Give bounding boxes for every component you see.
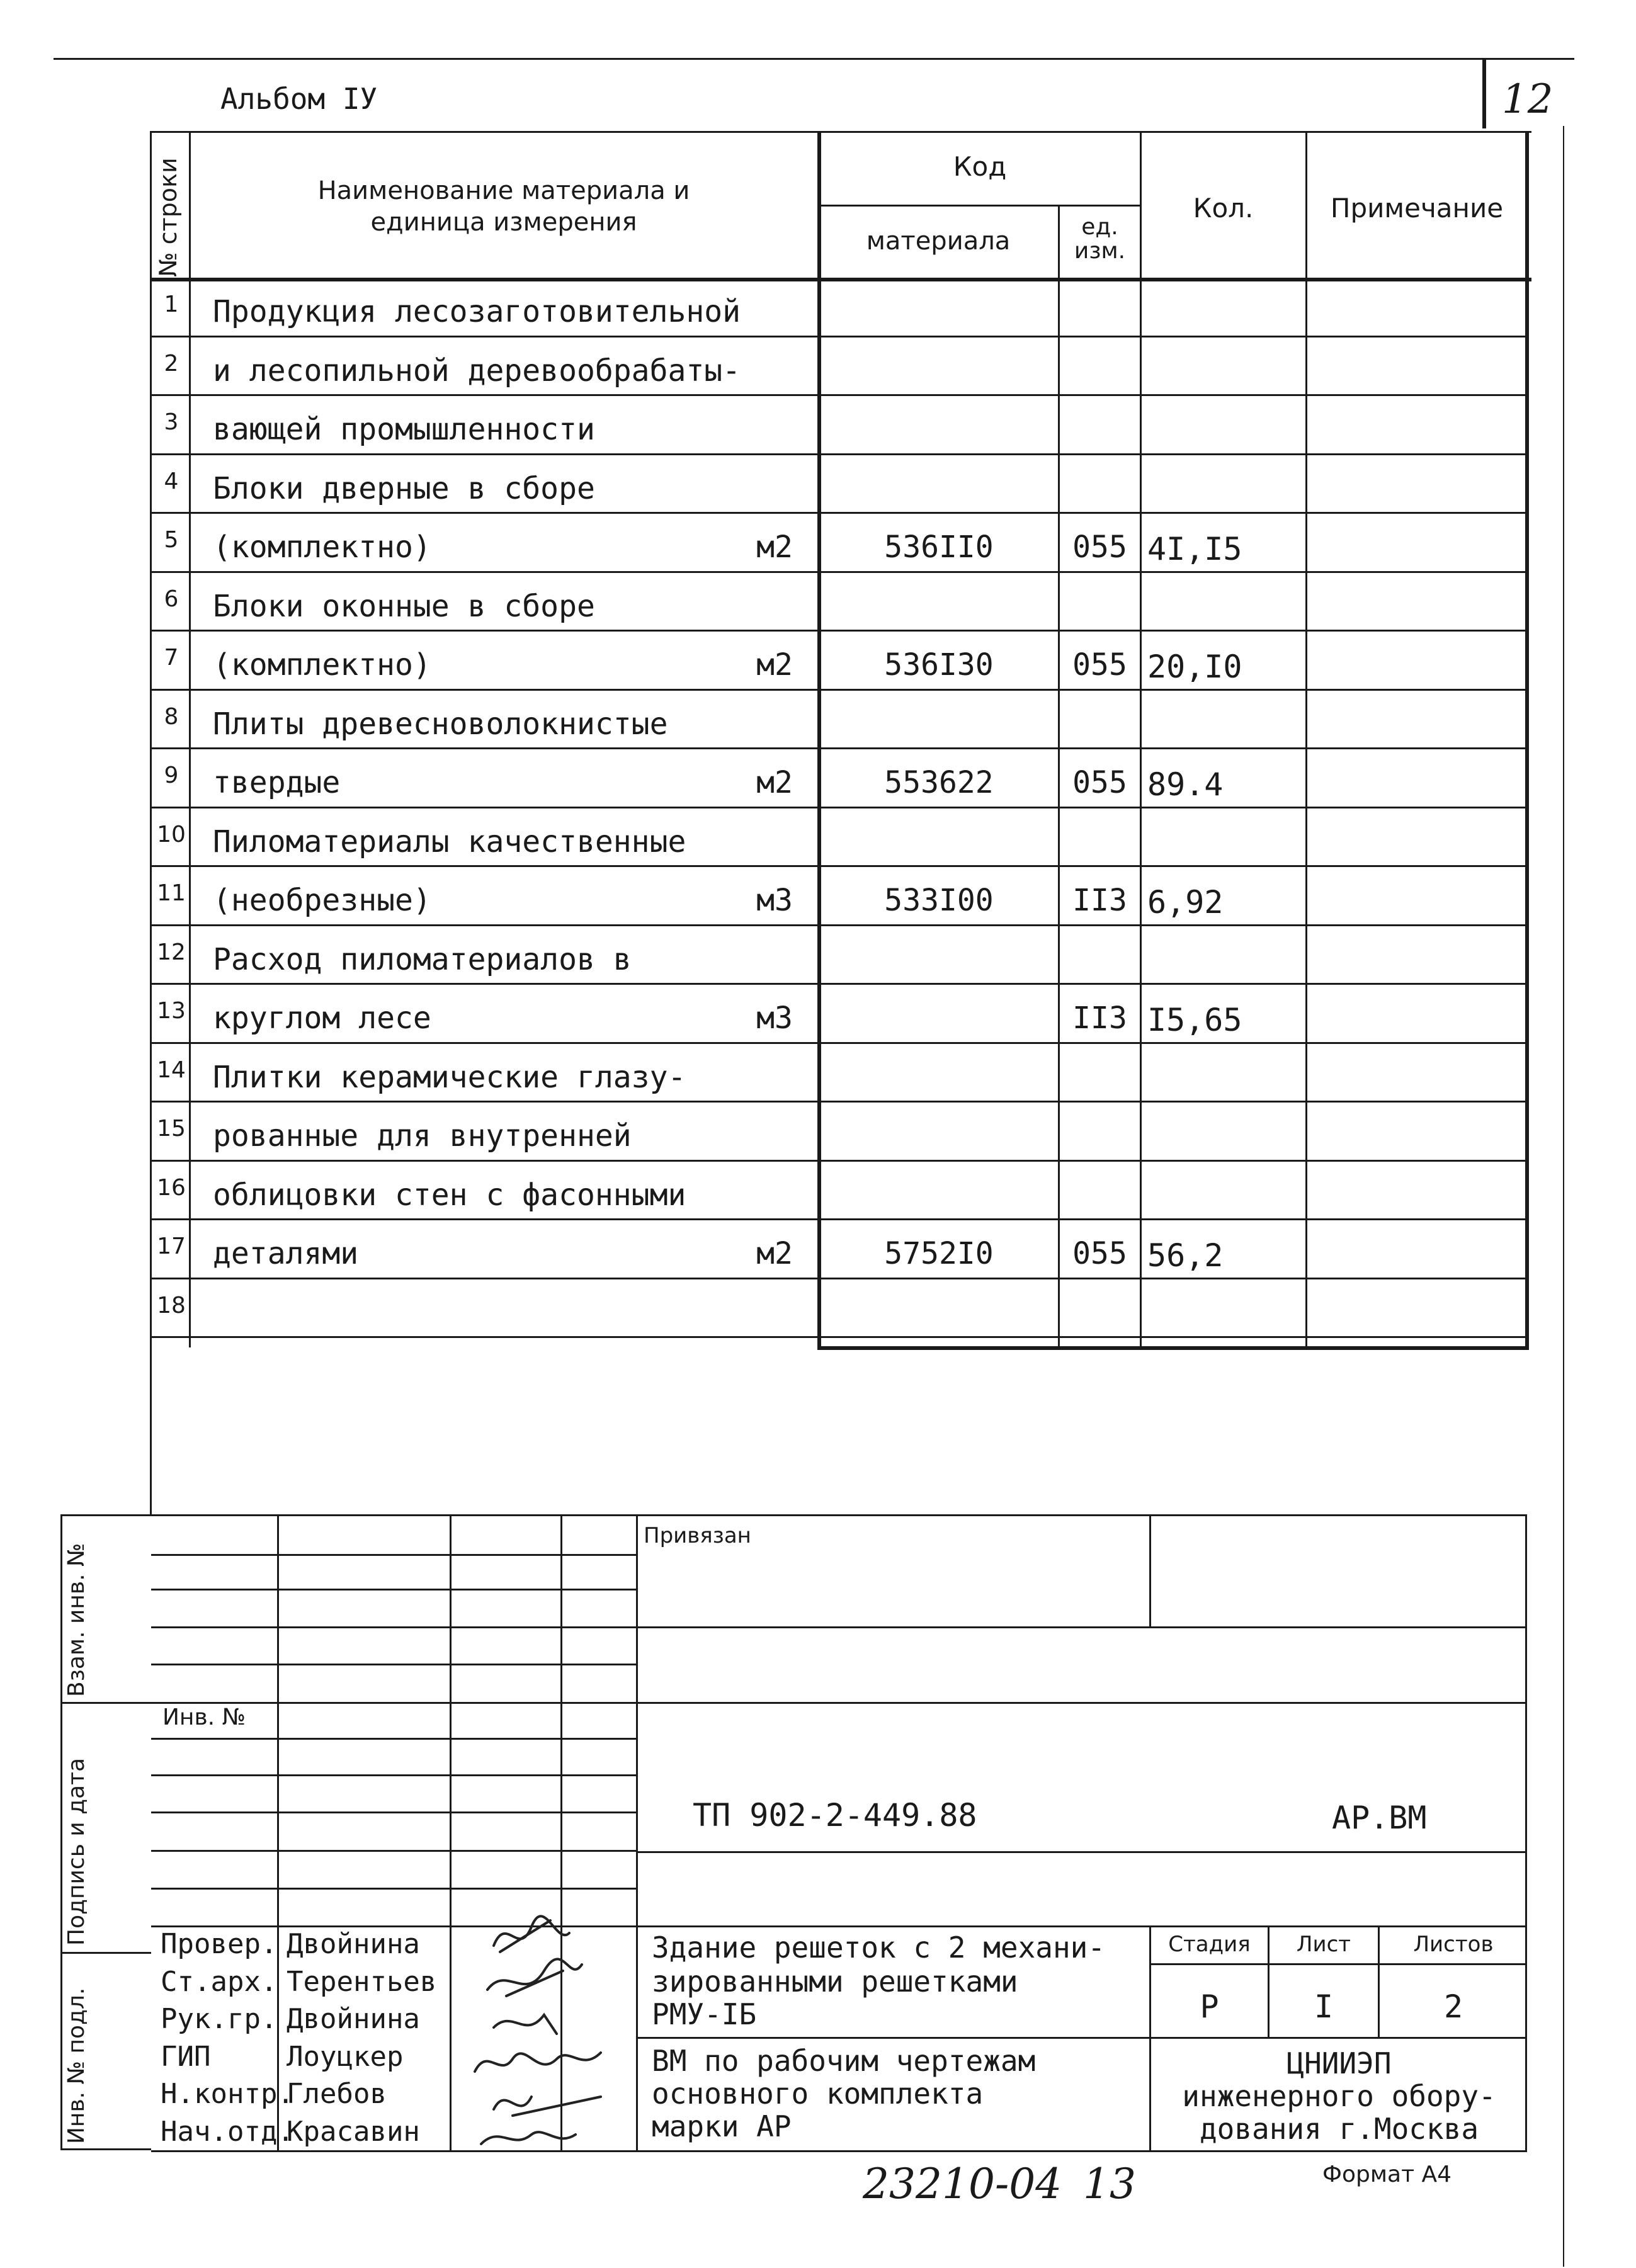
row-number: 6 [164, 586, 179, 612]
sheets-value: 2 [1443, 1988, 1463, 2025]
row-number: 2 [164, 350, 179, 377]
quantity: 89.4 [1147, 766, 1224, 803]
material-unit: м2 [756, 647, 793, 683]
material-name: (комплектно) [213, 530, 431, 565]
row-number: 10 [157, 821, 186, 848]
table-row [151, 1043, 1527, 1103]
org-line-2: инженерного обору- [1182, 2079, 1496, 2113]
inv-no-label: Инв. № [162, 1704, 246, 1730]
signatures-svg [450, 1908, 639, 2153]
table-row [151, 455, 1527, 514]
doc-code: ТП 902-2-449.88 [693, 1797, 977, 1834]
title-line-2: зированными решетками [652, 1965, 1018, 1999]
signer-name: Терентьев [287, 1965, 437, 1998]
signer-role: ГИП [161, 2040, 211, 2073]
title-line-1: Здание решеток с 2 механи- [652, 1931, 1106, 1965]
material-code: 533I00 [884, 883, 994, 918]
row-number: 11 [157, 880, 186, 906]
row-number: 14 [157, 1057, 186, 1083]
desc-line-3: марки АР [652, 2109, 792, 2143]
signature-mark [494, 2097, 601, 2116]
desc-line-2: основного комплекта [652, 2077, 984, 2111]
table-row [151, 690, 1527, 749]
table-row [151, 808, 1527, 867]
row-number: 7 [164, 645, 179, 671]
material-name: круглом лесе [213, 1001, 431, 1036]
material-name: Пиломатериалы качественные [213, 824, 686, 859]
material-name: Плиты древесноволокнистые [213, 706, 668, 742]
table-row [151, 1279, 1527, 1338]
signer-name: Лоуцкер [287, 2040, 404, 2073]
doc-mark: АР.ВМ [1332, 1800, 1427, 1836]
material-unit: м3 [756, 1001, 793, 1036]
material-name: деталями [213, 1236, 359, 1271]
stage-label: Стадия [1168, 1932, 1251, 1957]
signature-mark [487, 1959, 582, 1996]
signer-role: Нач.отд. [161, 2115, 294, 2148]
table-row [151, 749, 1527, 808]
material-unit: м2 [756, 530, 793, 565]
signer-name: Глебов [287, 2078, 387, 2110]
unit-code: 055 [1072, 765, 1127, 800]
signer-role: Рук.гр. [161, 2003, 278, 2035]
table-row [151, 572, 1527, 632]
material-name: Блоки оконные в сборе [213, 588, 595, 624]
note-header: Примечание [1330, 193, 1504, 224]
name-header: Наименование материала и единица измерения [317, 176, 690, 237]
row-number: 13 [157, 998, 186, 1024]
unit-code: 055 [1072, 1236, 1127, 1271]
material-name: облицовки стен с фасонными [213, 1177, 686, 1213]
album-label: Альбом IУ [220, 82, 378, 116]
material-code: 536II0 [884, 530, 994, 565]
material-unit: м2 [756, 765, 793, 800]
code-material-header: материала [866, 227, 1011, 256]
signer-name: Красавин [287, 2115, 420, 2148]
material-name: Плитки керамические глазу- [213, 1059, 686, 1095]
signer-role: Н.контр. [161, 2078, 294, 2110]
quantity: 20,I0 [1147, 649, 1242, 685]
table-row [151, 631, 1527, 690]
signer-name: Двойнина [287, 1928, 420, 1960]
qty-header: Кол. [1193, 193, 1254, 224]
signer-role: Ст.арх. [161, 1965, 278, 1998]
title-line-3: РМУ-IБ [652, 1997, 757, 2031]
quantity: I5,65 [1147, 1002, 1242, 1038]
material-code: 536I30 [884, 647, 994, 683]
signature-mark [494, 2015, 557, 2034]
table-row [151, 395, 1527, 455]
org-line-1: ЦНИИЭП [1287, 2046, 1392, 2080]
material-unit: м3 [756, 883, 793, 918]
quantity: 4I,I5 [1147, 531, 1242, 567]
stage-value: Р [1200, 1988, 1219, 2025]
signer-name: Двойнина [287, 2003, 420, 2035]
privyazan-label: Привязан [644, 1523, 751, 1548]
sheets-label: Листов [1413, 1932, 1494, 1957]
sheet-number: 12 [1502, 76, 1554, 123]
row-number: 1 [164, 292, 179, 317]
material-name: (комплектно) [213, 647, 431, 683]
row-number: 9 [164, 763, 179, 788]
signature-mark [475, 2053, 601, 2072]
material-name: твердые [213, 765, 341, 800]
quantity: 6,92 [1147, 884, 1224, 921]
table-row [151, 337, 1527, 396]
row-number: 17 [157, 1233, 186, 1259]
vzam-inv-label: Взам. инв. № [64, 1543, 89, 1697]
page-number: 13 [1083, 2160, 1136, 2208]
table-row [151, 926, 1527, 985]
table-row [151, 984, 1527, 1043]
quantity: 56,2 [1147, 1237, 1224, 1274]
material-name: вающей промышленности [213, 412, 595, 447]
table-row [151, 1161, 1527, 1220]
table-row [151, 1220, 1527, 1279]
podpis-data-label: Подпись и дата [64, 1757, 89, 1946]
signature-mark [494, 1916, 569, 1952]
material-code: 5752I0 [884, 1236, 994, 1271]
row-number: 15 [157, 1116, 186, 1142]
code-header: Код [953, 151, 1007, 182]
unit-code: 055 [1072, 647, 1127, 683]
row-number: 18 [157, 1292, 186, 1318]
table-row [151, 1102, 1527, 1161]
code-unit-header: ед. изм. [1074, 214, 1126, 264]
table-row [151, 513, 1527, 572]
material-code: 553622 [884, 765, 994, 800]
format-label: Формат А4 [1322, 2162, 1452, 2187]
signature-mark [481, 2132, 576, 2144]
material-name: Блоки дверные в сборе [213, 470, 595, 506]
material-name: (необрезные) [213, 883, 431, 918]
unit-code: II3 [1072, 1001, 1127, 1036]
table-row [151, 866, 1527, 926]
signer-role: Провер. [161, 1928, 278, 1960]
inv-podl-label: Инв. № подл. [64, 1987, 89, 2144]
material-name: рованные для внутренней [213, 1118, 632, 1154]
material-name: и лесопильной деревообрабаты- [213, 353, 741, 388]
row-number: 8 [164, 703, 179, 730]
unit-code: 055 [1072, 530, 1127, 565]
material-unit: м2 [756, 1236, 793, 1271]
archive-number: 23210-04 [863, 2160, 1062, 2208]
row-number: 12 [157, 939, 186, 965]
material-name: Расход пиломатериалов в [213, 941, 632, 977]
row-number: 16 [157, 1174, 186, 1201]
material-name: Продукция лесозаготовительной [213, 294, 741, 329]
row-number: 4 [164, 468, 179, 494]
row-number: 3 [164, 409, 179, 435]
row-number: 5 [164, 527, 179, 553]
table-row [151, 278, 1527, 337]
unit-code: II3 [1072, 883, 1127, 918]
rownum-header: № строки [154, 157, 182, 277]
desc-line-1: ВМ по рабочим чертежам [652, 2044, 1036, 2078]
sheet-value: I [1314, 1988, 1334, 2025]
org-line-3: дования г.Москва [1199, 2112, 1479, 2146]
sheet-label: Лист [1296, 1932, 1351, 1957]
